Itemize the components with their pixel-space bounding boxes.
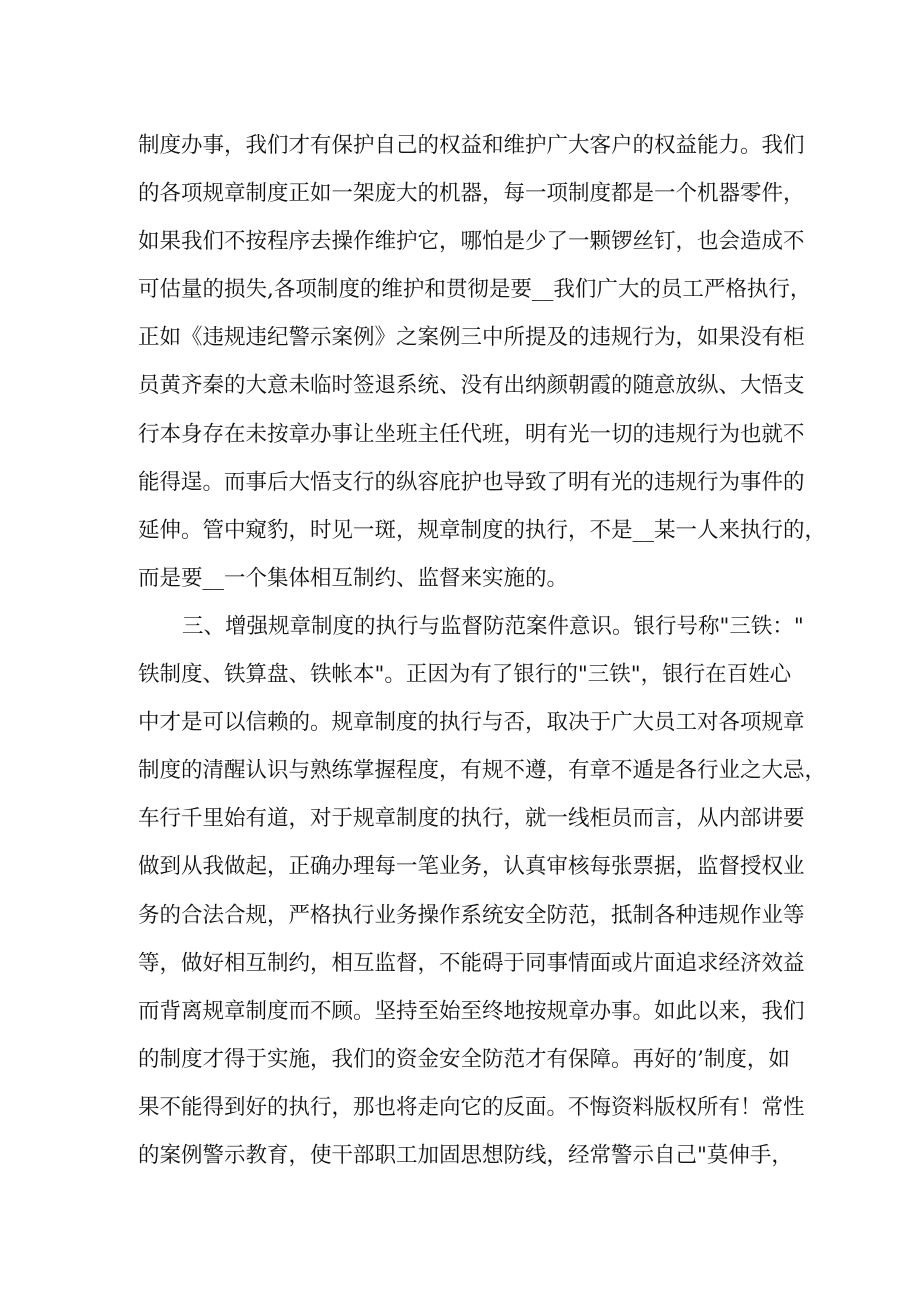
text-line: 的各项规章制度正如一架庞大的机器，每一项制度都是一个机器零件， — [138, 181, 805, 207]
text-line: 正如《违规违纪警示案例》之案例三中所提及的违规行为，如果没有柜 — [138, 325, 805, 351]
text-line: 能得逞。而事后大悟支行的纵容庇护也导致了明有光的违规行为事件的 — [138, 469, 805, 495]
text-line: 如果我们不按程序去操作维护它，哪怕是少了一颗锣丝钉，也会造成不 — [138, 229, 805, 255]
text-line: 车行千里始有道，对于规章制度的执行，就一线柜员而言，从内部讲要 — [138, 806, 805, 832]
text-line: 行本身存在未按章办事让坐班主任代班，明有光一切的违规行为也就不 — [138, 421, 805, 447]
text-line: 的制度才得于实施，我们的资金安全防范才有保障。再好的’制度，如 — [138, 1046, 790, 1072]
text-line: 而背离规章制度而不顾。坚持至始至终地按规章办事。如此以来，我们 — [138, 998, 805, 1024]
text-line: 制度的清醒认识与熟练掌握程度，有规不遵，有章不遁是各行业之大忌， — [138, 758, 827, 784]
section-heading-line: 三、增强规章制度的执行与监督防范案件意识。银行号称"三铁：" — [182, 613, 804, 639]
text-line: 做到从我做起，正确办理每一笔业务，认真审核每张票据，监督授权业 — [138, 854, 805, 880]
text-line: 果不能得到好的执行，那也将走向它的反面。不悔资料版权所有！常性 — [138, 1094, 805, 1120]
text-line: 制度办事，我们才有保护自己的权益和维护广大客户的权益能力。我们 — [138, 133, 805, 158]
text-line: 延伸。管中窥豹，时见一斑，规章制度的执行，不是__某一人来执行的， — [138, 517, 827, 543]
body-text — [138, 122, 827, 1180]
text-line: 员黄齐秦的大意未临时签退系统、没有出纳颜朝霞的随意放纵、大悟支 — [138, 373, 805, 399]
text-line: 可估量的损失,各项制度的维护和贯彻是要__我们广大的员工严格执行， — [138, 277, 812, 303]
paragraph-end-line: 而是要__一个集体相互制约、监督来实施的。 — [138, 565, 569, 591]
text-line: 等，做好相互制约，相互监督，不能碍于同事情面或片面追求经济效益 — [138, 950, 805, 976]
text-line: 铁制度、铁算盘、铁帐本"。正因为有了银行的"三铁"，银行在百姓心 — [138, 662, 792, 688]
text-line: 中才是可以信赖的。规章制度的执行与否，取决于广大员工对各项规章 — [138, 710, 805, 736]
text-line: 务的合法合规，严格执行业务操作系统安全防范，抵制各种违规作业等 — [138, 902, 805, 928]
text-line: 的案例警示教育，使干部职工加固思想防线，经常警示自己"莫伸手， — [138, 1142, 793, 1168]
